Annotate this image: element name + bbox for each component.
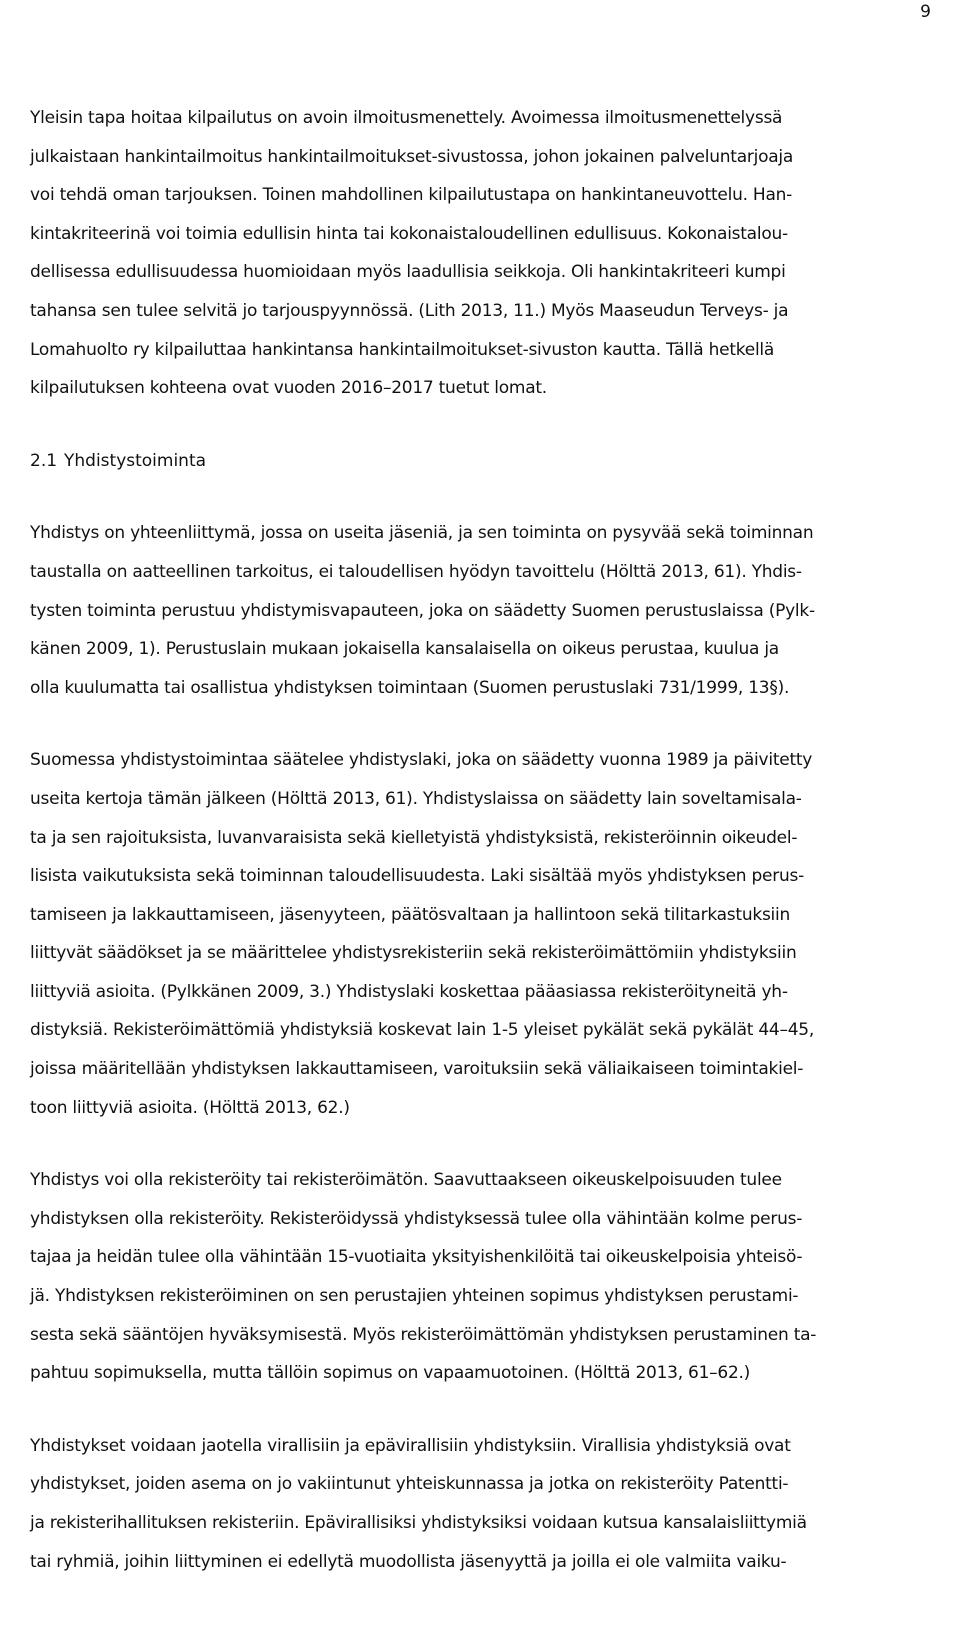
paragraph — [30, 1427, 930, 1581]
paragraph — [30, 514, 930, 707]
intro-paragraph — [30, 99, 930, 408]
text-line: ta ja sen rajoituksista, luvanvaraisista sekä kielletyistä yhdistyksistä, rekisteröinnin oikeudel- — [30, 827, 798, 848]
text-line: toon liittyviä asioita. (Hölttä 2013, 62.) — [30, 1097, 350, 1118]
paragraph-gap — [30, 1127, 930, 1161]
text-line: kintakriteerinä voi toimia edullisin hinta tai kokonaistaloudellinen edullisuus. Kokonaistalou- — [30, 223, 788, 244]
text-line: pahtuu sopimuksella, mutta tällöin sopimus on vapaamuotoinen. (Hölttä 2013, 61–62.) — [30, 1363, 751, 1384]
paragraph — [30, 99, 930, 408]
paragraph — [30, 741, 930, 1127]
text-line: liittyviä asioita. (Pylkkänen 2009, 3.) Yhdistyslaki koskettaa pääasiassa rekisteröityneitä yh- — [30, 981, 788, 1002]
text-line: kilpailutuksen kohteena ovat vuoden 2016–2017 tuetut lomat. — [30, 378, 547, 399]
text-line: Yhdistys on yhteenliittymä, jossa on useita jäseniä, ja sen toiminta on pysyvää sekä toiminnan — [30, 523, 814, 544]
text-line: jä. Yhdistyksen rekisteröiminen on sen perustajien yhteinen sopimus yhdistyksen perustami- — [30, 1286, 799, 1307]
text-line: joissa määritellään yhdistyksen lakkauttamiseen, varoituksiin sekä väliaikaiseen toimintakiel- — [30, 1059, 804, 1080]
text-line: distyksiä. Rekisteröimättömiä yhdistyksiä koskevat lain 1-5 yleiset pykälät sekä pykälät 44–45, — [30, 1020, 814, 1041]
text-line: Yhdistys voi olla rekisteröity tai rekisteröimätön. Saavuttaakseen oikeuskelpoisuuden tulee — [30, 1170, 782, 1191]
text-line: Suomessa yhdistystoimintaa säätelee yhdistyslaki, joka on säädetty vuonna 1989 ja päivitetty — [30, 750, 813, 771]
text-line: tai ryhmiä, joihin liittyminen ei edellytä muodollista jäsenyyttä ja joilla ei ole valmiita vaiku- — [30, 1551, 787, 1572]
paragraph-gap — [30, 1393, 930, 1427]
paragraph-gap — [30, 480, 930, 514]
document-body — [30, 99, 930, 1581]
text-line: dellisessa edullisuudessa huomioidaan myös laadullisia seikkoja. Oli hankintakriteeri kumpi — [30, 262, 786, 283]
text-line: useita kertoja tämän jälkeen (Hölttä 2013, 61). Yhdistyslaissa on säädetty lain soveltamisala- — [30, 788, 802, 809]
text-line: sesta sekä sääntöjen hyväksymisestä. Myös rekisteröimättömän yhdistyksen perustaminen ta- — [30, 1324, 817, 1345]
text-line: Lomahuolto ry kilpailuttaa hankintansa hankintailmoitukset-sivuston kautta. Tällä hetkellä — [30, 339, 775, 360]
text-line: taustalla on aatteellinen tarkoitus, ei taloudellisen hyödyn tavoittelu (Hölttä 2013, 61). Yhdis- — [30, 561, 802, 582]
section-title: Yhdistystoiminta — [64, 450, 207, 471]
text-line: voi tehdä oman tarjouksen. Toinen mahdollinen kilpailutustapa on hankintaneuvottelu. Han- — [30, 185, 793, 206]
text-line: känen 2009, 1). Perustuslain mukaan jokaisella kansalaisella on oikeus perustaa, kuulua ja — [30, 639, 779, 660]
text-line: olla kuulumatta tai osallistua yhdistyksen toimintaan (Suomen perustuslaki 731/1999, 13§). — [30, 677, 790, 698]
section-heading — [30, 442, 930, 481]
text-line: julkaistaan hankintailmoitus hankintailmoitukset-sivustossa, johon jokainen palveluntarjoaja — [30, 146, 794, 167]
text-line: lisista vaikutuksista sekä toiminnan taloudellisuudesta. Laki sisältää myös yhdistyksen perus- — [30, 866, 804, 887]
section-body — [30, 514, 930, 1581]
text-line: tysten toiminta perustuu yhdistymisvapauteen, joka on säädetty Suomen perustuslaissa (Pylk- — [30, 600, 815, 621]
text-line: liittyvät säädökset ja se määrittelee yhdistysrekisteriin sekä rekisteröimättömiin yhdistyksiin — [30, 943, 797, 964]
paragraph-gap — [30, 707, 930, 741]
paragraph — [30, 1161, 930, 1393]
text-line: tajaa ja heidän tulee olla vähintään 15-vuotiaita yksityishenkilöitä tai oikeuskelpoisia yhteisö- — [30, 1247, 803, 1268]
text-line: ja rekisterihallituksen rekisteriin. Epävirallisiksi yhdistyksiksi voidaan kutsua kansalaisliittymiä — [30, 1513, 807, 1533]
text-line: tahansa sen tulee selvitä jo tarjouspyynnössä. (Lith 2013, 11.) Myös Maaseudun Terveys- ja — [30, 300, 789, 321]
section-number: 2.1 — [30, 450, 58, 471]
page-number: 9 — [920, 2, 931, 22]
paragraph-gap — [30, 408, 930, 442]
text-line: yhdistykset, joiden asema on jo vakiintunut yhteiskunnassa ja jotka on rekisteröity Patentti- — [30, 1474, 789, 1495]
text-line: yhdistyksen olla rekisteröity. Rekisteröidyssä yhdistyksessä tulee olla vähintään kolme perus- — [30, 1208, 803, 1229]
text-line: Yleisin tapa hoitaa kilpailutus on avoin ilmoitusmenettely. Avoimessa ilmoitusmenettelyssä — [30, 108, 783, 128]
text-line: Yhdistykset voidaan jaotella virallisiin ja epävirallisiin yhdistyksiin. Virallisia yhdistyksiä ovat — [30, 1435, 791, 1456]
text-line: tamiseen ja lakkauttamiseen, jäsenyyteen, päätösvaltaan ja hallintoon sekä tilitarkastuksiin — [30, 904, 791, 925]
